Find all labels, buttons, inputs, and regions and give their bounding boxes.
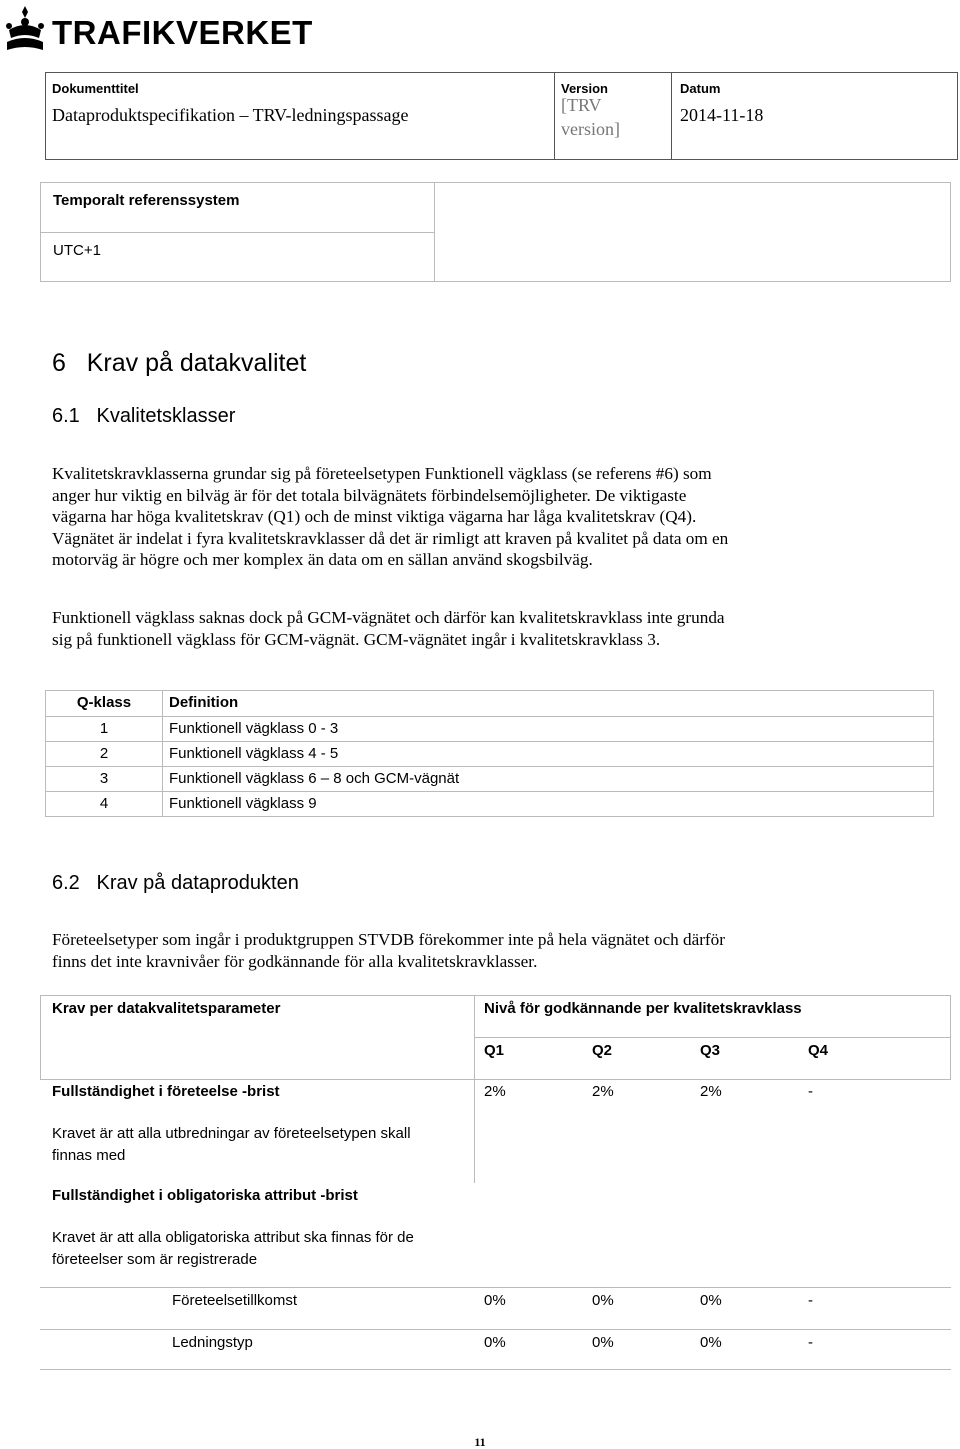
sub-row-label: Företeelsetillkomst (172, 1292, 298, 1309)
doc-title: Dataproduktspecifikation – TRV-ledningspassage (52, 105, 409, 125)
logo-text: TRAFIKVERKET (52, 14, 313, 51)
mandatory-attributes-title: Fullständighet i obligatoriska attribut -brist (52, 1187, 358, 1204)
table-row: 3 Funktionell vägklass 6 – 8 och GCM-vägnät (46, 766, 933, 791)
q1-header: Q1 (484, 1042, 505, 1059)
temporal-label: Temporalt referenssystem (53, 192, 240, 209)
completeness-description: Kravet är att alla utbredningar av företeelsetypen skall finnas med (52, 1125, 411, 1164)
mandatory-attributes-description: Kravet är att alla obligatoriska attribut ska finnas för de företeelser som är registrerade (52, 1229, 414, 1268)
version-cell (554, 73, 671, 159)
version-label: Version (561, 81, 608, 96)
doc-title-label: Dokumenttitel (52, 81, 139, 96)
document-header-table (45, 72, 958, 160)
q3-header: Q3 (700, 1042, 721, 1059)
q-class-table (45, 690, 934, 817)
crown-icon (3, 4, 47, 54)
table-row: 4 Funktionell vägklass 9 (46, 791, 933, 816)
table-header-row (46, 691, 933, 716)
requirement-column-header: Krav per datakvalitetsparameter (52, 1000, 281, 1017)
q4-header: Q4 (808, 1042, 829, 1059)
q2-header: Q2 (592, 1042, 613, 1059)
date-cell (671, 73, 958, 159)
doc-title-cell (46, 73, 554, 159)
section-6-2-paragraph: Företeelsetyper som ingår i produktgruppen STVDB förekommer inte på hela vägnätet och därför finns det inte kravnivåer för godkännande för alla kvalitetskravklasser. (52, 930, 725, 971)
section-6-1-heading: 6.1 Kvalitetsklasser (52, 405, 236, 427)
q-class-header: Q-klass (46, 691, 163, 716)
section-6-1-paragraph-1: Kvalitetskravklasserna grundar sig på företeelsetypen Funktionell vägklass (se referens #6) som anger hur viktig en bilväg är för det totala bilvägnätets förbindelsemöjligheter. De viktigaste vägarna har höga kvalitetskrav (Q1) och de minst viktiga vägarna har låga kvalitetskrav (Q4). Vägnätet är indelat i fyra kvalitetskravklasser då det är rimligt att kraven på kvalitet på data om en motorväg är högre och mer komplex än data om en sällan använd skogsbilväg. (52, 464, 729, 569)
page-number: 11 (474, 1435, 486, 1449)
approval-level-header: Nivå för godkännande per kvalitetskravklass (484, 1000, 802, 1017)
temporal-reference-table (40, 182, 951, 282)
requirements-table: Krav per datakvalitetsparameter Nivå för godkännande per kvalitetskravklass Q1 Q2 Q3 Q4 Fullständighet i företeelse -brist 2% 2% 2% - Kravet är att alla utbredningar av företeelsetypen skall finnas med Fullständighet i obligatoriska attribut -brist Kravet är att alla obligatoriska attribut ska finnas för de företeelser som är registrerade Företeelsetillkomst 0% 0% 0% - Ledningstyp 0% 0% 0% - (40, 995, 951, 1370)
completeness-title: Fullständighet i företeelse -brist (52, 1083, 280, 1100)
section-6-2-heading: 6.2 Krav på dataprodukten (52, 872, 299, 894)
definition-header: Definition (169, 694, 239, 711)
table-row: 1 Funktionell vägklass 0 - 3 (46, 716, 933, 741)
date-value: 2014-11-18 (680, 105, 764, 125)
table-row: 2 Funktionell vägklass 4 - 5 (46, 741, 933, 766)
sub-row-label: Ledningstyp (172, 1334, 253, 1351)
section-6-1-paragraph-2: Funktionell vägklass saknas dock på GCM-vägnätet och därför kan kvalitetskravklass inte grunda sig på funktionell vägklass för GCM-vägnät. GCM-vägnätet ingår i kvalitetskravklass 3. (52, 608, 725, 649)
version-value: [TRV version] (561, 95, 620, 139)
section-6-heading: 6 Krav på datakvalitet (52, 349, 307, 377)
date-label: Datum (680, 81, 721, 96)
temporal-value: UTC+1 (53, 242, 101, 259)
logo (0, 0, 313, 60)
